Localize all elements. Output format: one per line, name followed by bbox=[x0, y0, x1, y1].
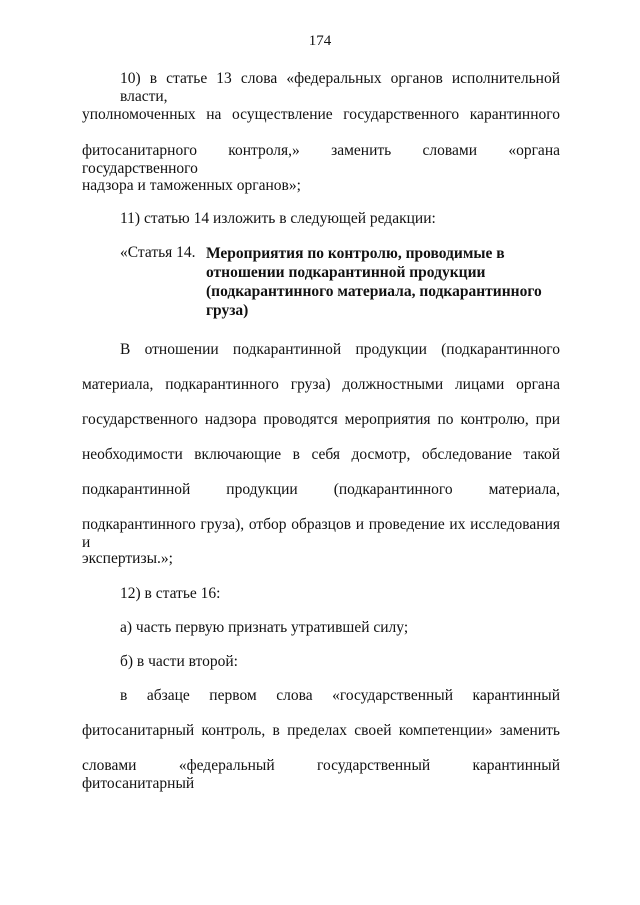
article-14-title bbox=[206, 244, 566, 320]
article-body-line-2: материала, подкарантинного груза) должностными лицами органа bbox=[82, 376, 560, 393]
item-10-line-1: 10) в статье 13 слова «федеральных органов исполнительной власти, bbox=[120, 70, 560, 105]
article-14-title-line-1: Мероприятия по контролю, проводимые в bbox=[206, 245, 505, 262]
item-12-heading: 12) в статье 16: bbox=[120, 585, 221, 602]
item-10-line-3: фитосанитарного контроля,» заменить словами «органа государственного bbox=[82, 142, 560, 177]
item-12-para-line-2: фитосанитарный контроль, в пределах своей компетенции» заменить bbox=[82, 722, 560, 739]
item-12-para-line-1: в абзаце первом слова «государственный карантинный bbox=[120, 687, 560, 704]
article-body-line-3: государственного надзора проводятся мероприятия по контролю, при bbox=[82, 411, 560, 428]
article-14-title-line-2: отношении подкарантинной продукции bbox=[206, 264, 486, 281]
item-11: 11) статью 14 изложить в следующей редакции: bbox=[120, 210, 436, 227]
article-body-line-7: экспертизы.»; bbox=[82, 550, 173, 567]
item-10-line-4: надзора и таможенных органов»; bbox=[82, 177, 301, 194]
item-12-para-line-3: словами «федеральный государственный карантинный фитосанитарный bbox=[82, 757, 560, 792]
article-body-line-1: В отношении подкарантинной продукции (подкарантинного bbox=[120, 341, 560, 358]
article-14-title-line-3: (подкарантинного материала, подкарантинного bbox=[206, 283, 542, 300]
article-body-line-5: подкарантинной продукции (подкарантинного материала, bbox=[82, 481, 560, 498]
article-14-title-line-4: груза) bbox=[206, 302, 249, 319]
item-10-line-2: уполномоченных на осуществление государственного карантинного bbox=[82, 106, 560, 123]
item-12-sub-a: а) часть первую признать утратившей силу; bbox=[120, 619, 409, 636]
item-12-sub-b: б) в части второй: bbox=[120, 653, 238, 670]
article-body-line-6: подкарантинного груза), отбор образцов и проведение их исследования и bbox=[82, 516, 560, 551]
page-number: 174 bbox=[308, 33, 332, 49]
article-body-line-4: необходимости включающие в себя досмотр, обследование такой bbox=[82, 446, 560, 463]
article-14-label: «Статья 14. bbox=[120, 244, 196, 261]
